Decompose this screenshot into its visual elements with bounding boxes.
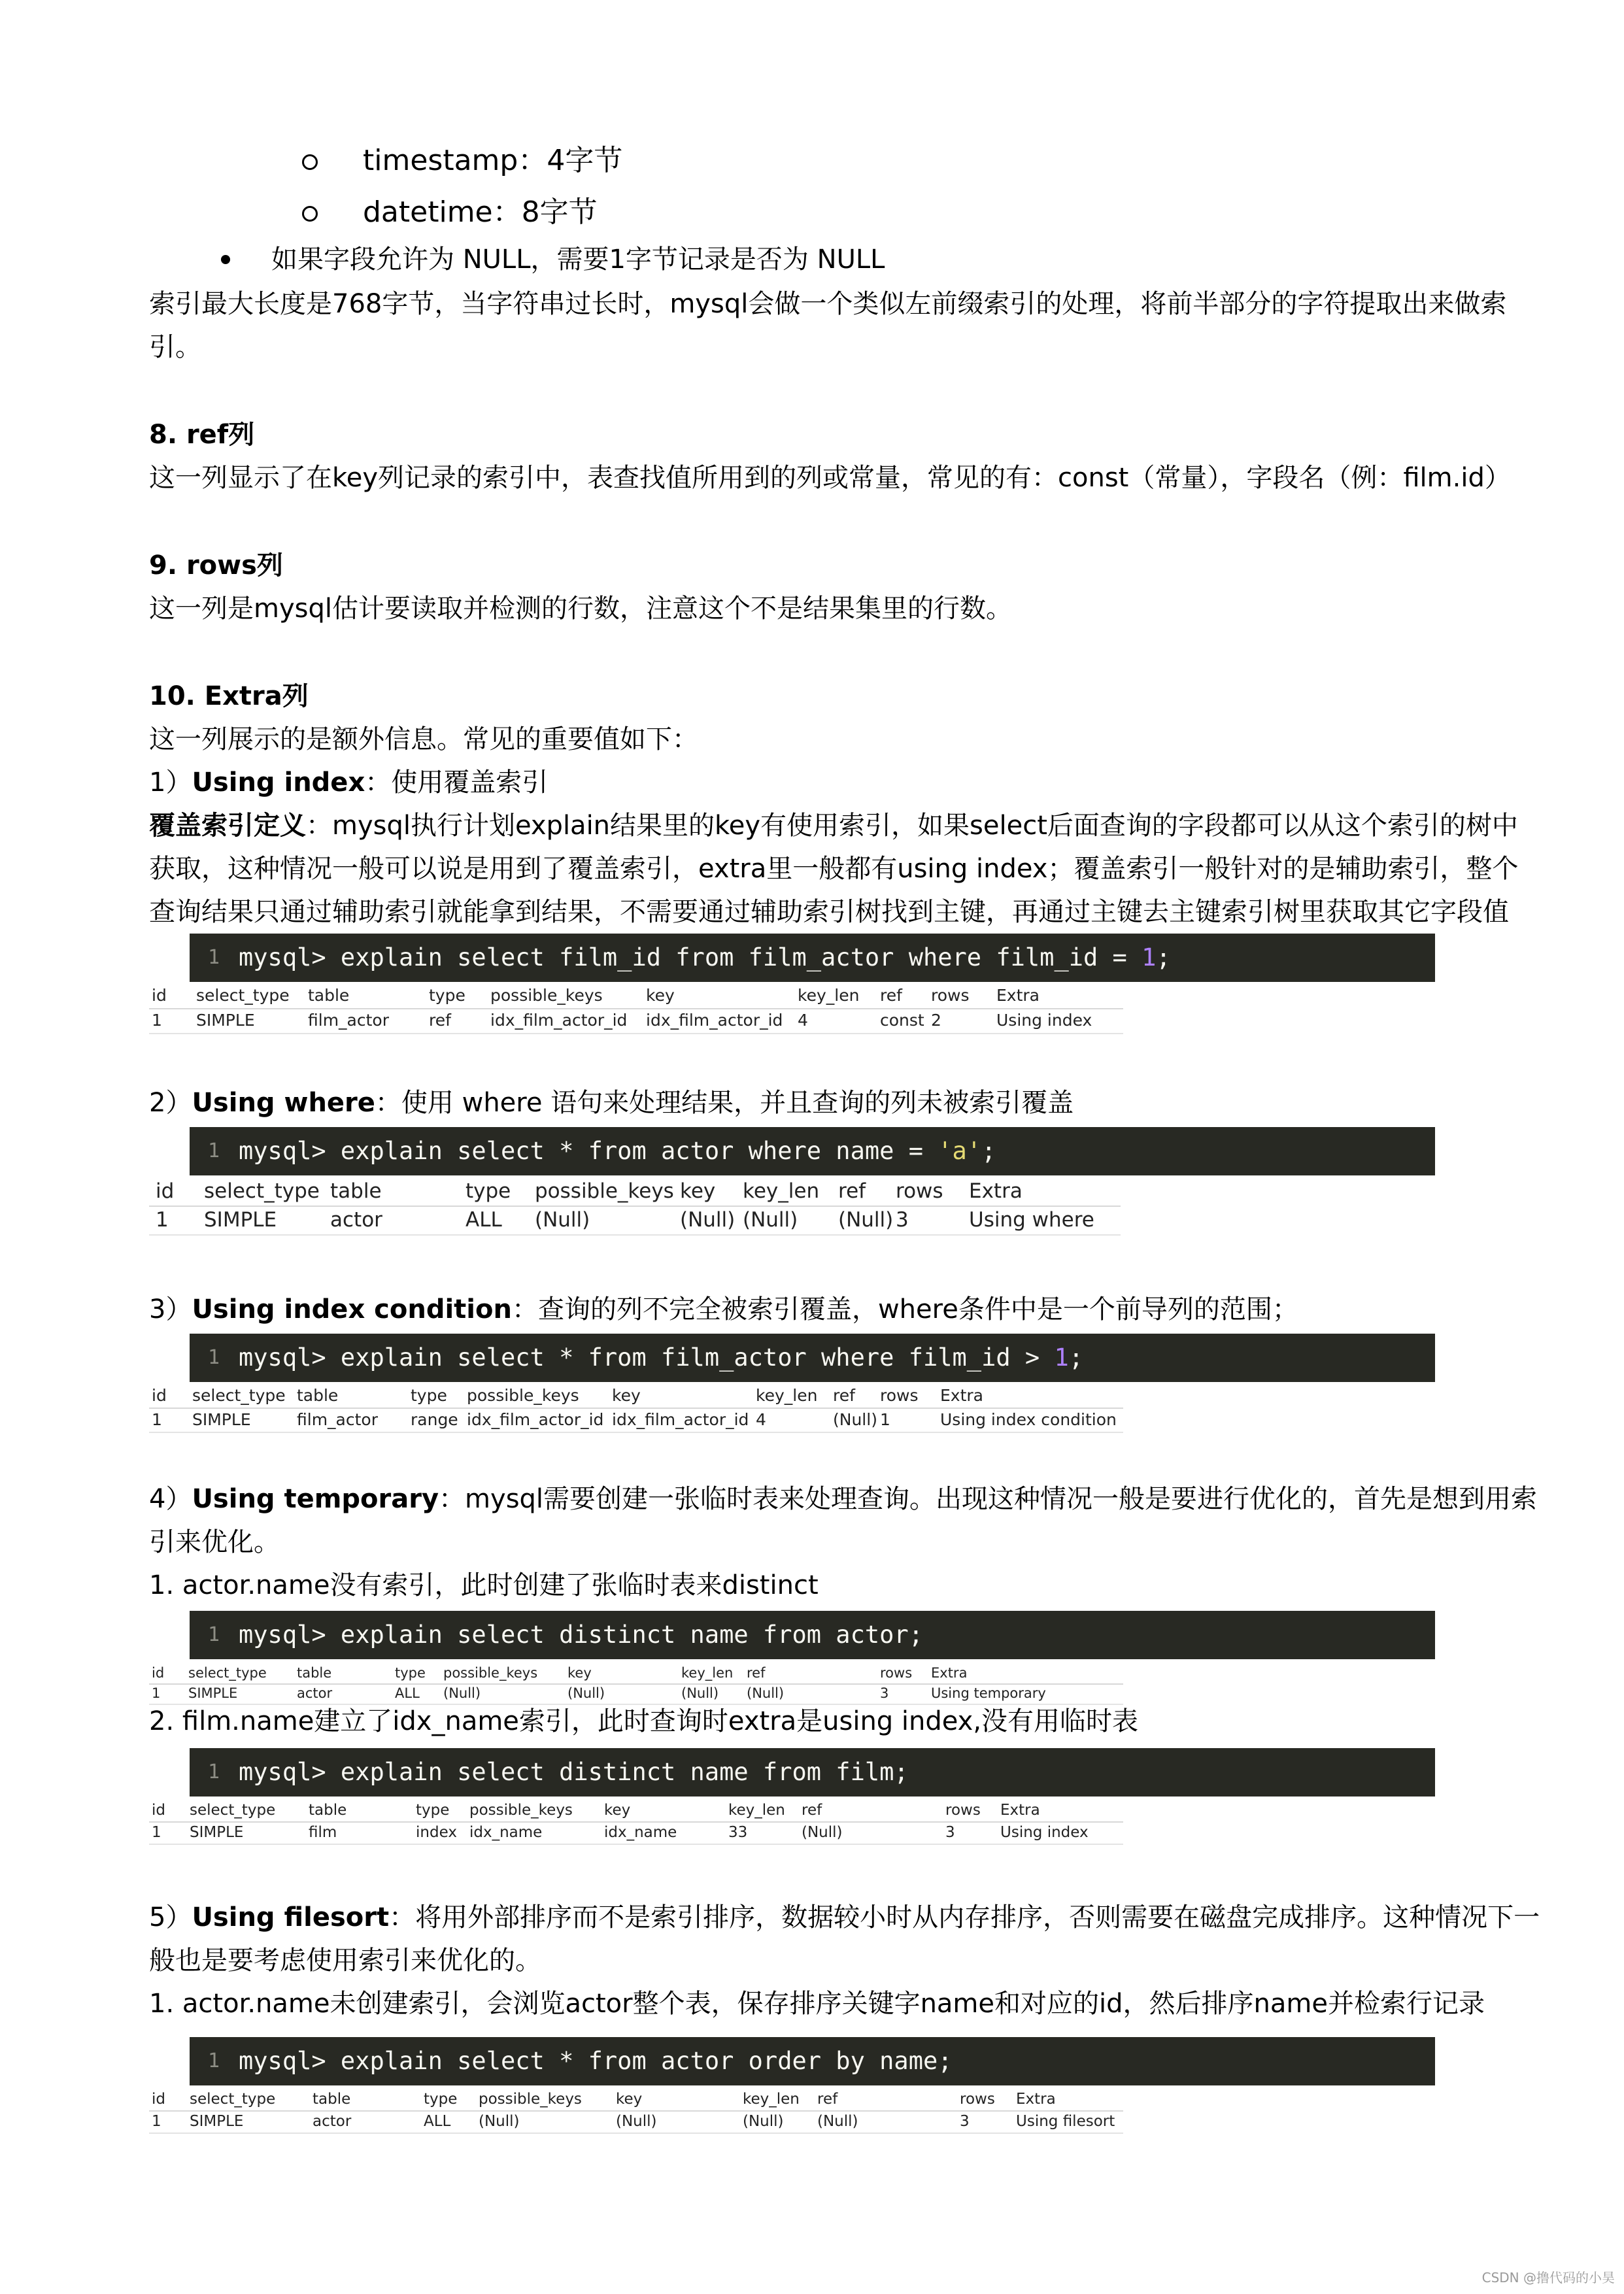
header-cell: type (411, 1386, 447, 1405)
item-keyword: Using temporary (192, 1484, 439, 1514)
explain-result-table (149, 1177, 1121, 1237)
code-text: mysql> explain select distinct name from film; (239, 1758, 909, 1786)
header-cell: Extra (969, 1179, 1023, 1203)
item-prefix: 3） (149, 1294, 192, 1324)
cell: Using index (1000, 1824, 1089, 1841)
header-cell: ref (833, 1386, 855, 1405)
header-cell: type (424, 2091, 458, 2108)
header-cell: select_type (196, 986, 290, 1005)
code-text: mysql> explain select film_id from film_actor where film_id = 1; (239, 943, 1171, 971)
section-heading-ref: 8. ref列 (149, 420, 255, 450)
example-actor-order: 1. actor.name未创建索引，会浏览actor整个表，保存排序关键字name和对应的id，然后排序name并检索行记录 (149, 1989, 1485, 2019)
header-cell: key (567, 1665, 592, 1681)
header-cell: key (680, 1179, 716, 1203)
header-cell: key_len (743, 2091, 800, 2108)
header-cell: key (612, 1386, 641, 1405)
cell: Using temporary (931, 1685, 1046, 1701)
cell: 33 (728, 1824, 748, 1841)
header-cell: possible_keys (535, 1179, 674, 1203)
dot-bullet-icon (221, 255, 230, 264)
cell: idx_name (469, 1824, 543, 1841)
bullet-null-flag: 如果字段允许为 NULL，需要1字节记录是否为 NULL (271, 245, 885, 275)
cell: (Null) (443, 1685, 481, 1701)
cell: SIMPLE (204, 1208, 277, 1232)
code-block (190, 2037, 1435, 2085)
line-number: 1 (208, 2049, 220, 2072)
watermark: CSDN @撸代码的小昊 (1481, 2270, 1615, 2286)
header-cell: Extra (996, 986, 1040, 1005)
item-using-filesort (149, 1896, 1540, 1939)
header-cell: table (330, 1179, 382, 1203)
line-number: 1 (208, 1139, 220, 1162)
item-keyword: Using where (192, 1088, 375, 1118)
item-desc: ：将用外部排序而不是索引排序，数据较小时从内存排序，否则需要在磁盘完成排序。这种情况下一 (389, 1902, 1540, 1932)
item-prefix: 5） (149, 1902, 192, 1932)
cell: SIMPLE (190, 2113, 244, 2130)
item-using-index-condition (149, 1288, 1298, 1331)
item-using-where (149, 1081, 1074, 1124)
cell: idx_name (604, 1824, 677, 1841)
cell: (Null) (747, 1685, 785, 1701)
definition-text: ：mysql执行计划explain结果里的key有使用索引，如果select后面查询的字段都可以从这个索引的树中 (306, 811, 1518, 841)
header-cell: id (152, 1802, 165, 1819)
header-cell: table (309, 1802, 347, 1819)
cell: Using where (969, 1208, 1094, 1232)
cell: idx_film_actor_id (612, 1410, 749, 1429)
header-cell: id (152, 986, 167, 1005)
header-cell: ref (838, 1179, 866, 1203)
cell: ALL (395, 1685, 420, 1701)
line-number: 1 (208, 946, 220, 969)
item-using-index (149, 761, 548, 804)
cell: 1 (152, 1011, 162, 1030)
table-bottom-border (149, 2133, 1123, 2134)
header-cell: key_len (681, 1665, 734, 1681)
explain-result-table (149, 2088, 1123, 2135)
cell: Using index (996, 1011, 1092, 1030)
cell: 4 (798, 1011, 808, 1030)
header-cell: select_type (190, 2091, 276, 2108)
header-cell: rows (931, 986, 970, 1005)
cell: (Null) (616, 2113, 657, 2130)
circle-bullet-icon (302, 154, 318, 170)
header-cell: Extra (1000, 1802, 1040, 1819)
header-cell: key_len (798, 986, 860, 1005)
cell: 2 (931, 1011, 941, 1030)
cell: ALL (424, 2113, 451, 2130)
section-heading-rows: 9. rows列 (149, 550, 283, 581)
cell: 3 (960, 2113, 970, 2130)
header-cell: type (395, 1665, 426, 1681)
table-row (149, 2110, 1123, 2133)
example-actor-name: 1. actor.name没有索引，此时创建了张临时表来distinct (149, 1570, 819, 1600)
header-cell: key_len (728, 1802, 785, 1819)
cell: index (416, 1824, 457, 1841)
header-cell: table (308, 986, 350, 1005)
header-cell: rows (960, 2091, 995, 2108)
table-row (149, 1408, 1123, 1432)
item-using-filesort-cont: 般也是要考虑使用索引来优化的。 (149, 1946, 541, 1976)
cell: 1 (880, 1410, 890, 1429)
covering-index-definition-line2: 获取，这种情况一般可以说是用到了覆盖索引，extra里一般都有using index；覆盖索引一般针对的是辅助索引，整个 (149, 854, 1519, 884)
item-keyword: Using index (192, 767, 365, 798)
circle-bullet-icon (302, 206, 318, 222)
table-bottom-border (149, 1432, 1123, 1433)
header-cell: rows (880, 1386, 919, 1405)
bullet-timestamp: timestamp：4字节 (363, 144, 623, 177)
cell: 1 (152, 1410, 162, 1429)
cell: film_actor (308, 1011, 389, 1030)
bullet-datetime: datetime：8字节 (363, 195, 598, 229)
header-cell: key_len (756, 1386, 818, 1405)
code-block (190, 1334, 1435, 1382)
header-cell: type (429, 986, 465, 1005)
cell: (Null) (833, 1410, 877, 1429)
cell: (Null) (535, 1208, 590, 1232)
cell: (Null) (681, 1685, 719, 1701)
header-cell: ref (817, 2091, 838, 2108)
cell: idx_film_actor_id (467, 1410, 604, 1429)
header-cell: key (604, 1802, 631, 1819)
item-prefix: 1） (149, 767, 192, 798)
cell: 3 (945, 1824, 955, 1841)
code-text: mysql> explain select * from film_actor where film_id > 1; (239, 1343, 1084, 1372)
line-number: 1 (208, 1346, 220, 1369)
code-text: mysql> explain select distinct name from actor; (239, 1621, 923, 1649)
cell: 4 (756, 1410, 766, 1429)
header-cell: ref (747, 1665, 766, 1681)
header-cell: possible_keys (469, 1802, 573, 1819)
paragraph-key-len-cont: 引。 (149, 332, 201, 362)
cell: (Null) (567, 1685, 605, 1701)
cell: 1 (156, 1208, 169, 1232)
cell: 3 (880, 1685, 889, 1701)
header-cell: ref (802, 1802, 822, 1819)
header-cell: select_type (204, 1179, 320, 1203)
section-intro-extra: 这一列展示的是额外信息。常见的重要值如下： (149, 724, 698, 754)
table-row (149, 1206, 1121, 1234)
code-text: mysql> explain select * from actor order by name; (239, 2047, 953, 2075)
cell: SIMPLE (196, 1011, 255, 1030)
header-cell: possible_keys (490, 986, 603, 1005)
header-cell: table (313, 2091, 351, 2108)
table-header-row (149, 1177, 1121, 1207)
cell: (Null) (802, 1824, 843, 1841)
explain-result-table (149, 1383, 1123, 1434)
table-header-row (149, 983, 1123, 1009)
header-cell: possible_keys (467, 1386, 579, 1405)
header-cell: id (152, 1665, 165, 1681)
code-block (190, 934, 1435, 982)
cell: 1 (152, 1685, 161, 1701)
item-using-temporary-cont: 引来优化。 (149, 1527, 280, 1557)
table-header-row (149, 1383, 1123, 1409)
cell: actor (297, 1685, 333, 1701)
cell: 3 (896, 1208, 909, 1232)
cell: idx_film_actor_id (490, 1011, 628, 1030)
item-using-temporary (149, 1477, 1537, 1521)
header-cell: ref (880, 986, 902, 1005)
header-cell: table (297, 1665, 332, 1681)
covering-index-definition-line3: 查询结果只通过辅助索引就能拿到结果，不需要通过辅助索引树找到主键，再通过主键去主键索引树里获取其它字段值 (149, 897, 1509, 927)
item-prefix: 4） (149, 1484, 192, 1514)
item-desc: ：mysql需要创建一张临时表来处理查询。出现这种情况一般是要进行优化的，首先是想到用索 (439, 1484, 1538, 1514)
header-cell: Extra (1016, 2091, 1056, 2108)
header-cell: key (616, 2091, 643, 2108)
explain-result-table (149, 1799, 1123, 1846)
cell: ALL (465, 1208, 502, 1232)
cell: idx_film_actor_id (646, 1011, 783, 1030)
explain-result-table (149, 983, 1123, 1036)
header-cell: key (646, 986, 675, 1005)
section-body-ref: 这一列显示了在key列记录的索引中，表查找值所用到的列或常量，常见的有：const（常量），字段名（例：film.id） (149, 463, 1511, 493)
code-block (190, 1748, 1435, 1796)
example-film-name: 2. film.name建立了idx_name索引，此时查询时extra是using index,没有用临时表 (149, 1706, 1139, 1736)
cell: 1 (152, 1824, 161, 1841)
table-bottom-border (149, 1234, 1121, 1236)
header-cell: select_type (188, 1665, 267, 1681)
cell: film_actor (297, 1410, 378, 1429)
header-cell: id (156, 1179, 175, 1203)
cell: SIMPLE (190, 1824, 244, 1841)
line-number: 1 (208, 1761, 220, 1783)
code-block (190, 1127, 1435, 1175)
paragraph-key-len: 索引最大长度是768字节，当字符串过长时，mysql会做一个类似左前缀索引的处理，将前半部分的字符提取出来做索 (149, 289, 1507, 319)
cell: SIMPLE (188, 1685, 238, 1701)
cell: (Null) (680, 1208, 736, 1232)
line-number: 1 (208, 1623, 220, 1646)
table-bottom-border (149, 1033, 1123, 1034)
table-header-row (149, 1799, 1123, 1823)
header-cell: Extra (931, 1665, 968, 1681)
header-cell: rows (896, 1179, 943, 1203)
cell: (Null) (743, 1208, 798, 1232)
header-cell: table (297, 1386, 339, 1405)
cell: Using index condition (940, 1410, 1117, 1429)
cell: range (411, 1410, 458, 1429)
table-row (149, 1008, 1123, 1033)
header-cell: Extra (940, 1386, 983, 1405)
header-cell: key_len (743, 1179, 820, 1203)
cell: actor (313, 2113, 352, 2130)
table-header-row (149, 2088, 1123, 2112)
header-cell: type (416, 1802, 450, 1819)
cell: (Null) (743, 2113, 784, 2130)
header-cell: select_type (192, 1386, 286, 1405)
section-body-rows: 这一列是mysql估计要读取并检测的行数，注意这个不是结果集里的行数。 (149, 594, 1012, 624)
code-block (190, 1611, 1435, 1659)
cell: (Null) (817, 2113, 858, 2130)
header-cell: id (152, 2091, 165, 2108)
cell: (Null) (479, 2113, 520, 2130)
table-row (149, 1821, 1123, 1844)
cell: actor (330, 1208, 382, 1232)
item-keyword: Using index condition (192, 1294, 512, 1324)
section-heading-extra: 10. Extra列 (149, 681, 309, 711)
covering-index-definition (149, 804, 1518, 847)
item-keyword: Using filesort (192, 1902, 390, 1932)
table-header-row (149, 1663, 1123, 1685)
header-cell: possible_keys (443, 1665, 538, 1681)
cell: SIMPLE (192, 1410, 251, 1429)
cell: (Null) (838, 1208, 894, 1232)
cell: Using filesort (1016, 2113, 1115, 2130)
item-prefix: 2） (149, 1088, 192, 1118)
header-cell: select_type (190, 1802, 276, 1819)
item-desc: ：使用 where 语句来处理结果，并且查询的列未被索引覆盖 (375, 1088, 1074, 1118)
cell: const (880, 1011, 924, 1030)
cell: 1 (152, 2113, 161, 2130)
cell: film (309, 1824, 337, 1841)
header-cell: type (465, 1179, 511, 1203)
definition-term: 覆盖索引定义 (149, 811, 306, 841)
item-desc: ：使用覆盖索引 (365, 767, 549, 798)
code-text: mysql> explain select * from actor where name = 'a'; (239, 1137, 996, 1165)
header-cell: id (152, 1386, 167, 1405)
header-cell: rows (880, 1665, 913, 1681)
header-cell: rows (945, 1802, 981, 1819)
header-cell: possible_keys (479, 2091, 582, 2108)
table-bottom-border (149, 1844, 1123, 1845)
cell: ref (429, 1011, 451, 1030)
item-desc: ：查询的列不完全被索引覆盖，where条件中是一个前导列的范围； (511, 1294, 1298, 1324)
